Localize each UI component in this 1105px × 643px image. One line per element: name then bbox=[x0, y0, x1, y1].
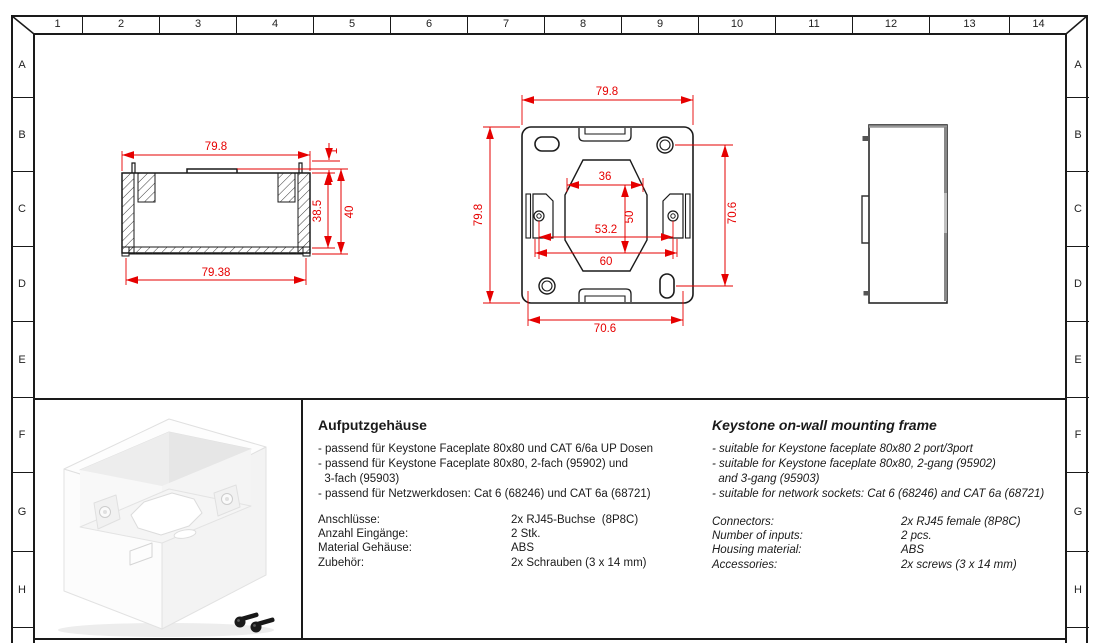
dim-front-bottom-holes: 70.6 bbox=[593, 323, 617, 335]
spec-label: Anzahl Eingänge: bbox=[318, 528, 409, 541]
grid-row-label: F bbox=[11, 398, 33, 473]
dim-side-inner-height: 38.5 bbox=[312, 199, 324, 223]
grid-column-label: 8 bbox=[545, 15, 622, 33]
dim-front-cutout-top: 36 bbox=[598, 171, 612, 183]
grid-column-label: 6 bbox=[391, 15, 468, 33]
grid-column-label: 14 bbox=[1032, 18, 1045, 30]
spec-label: Number of inputs: bbox=[712, 530, 803, 543]
spec-label: Zubehör: bbox=[318, 556, 365, 569]
grid-row-label: A bbox=[11, 33, 33, 98]
grid-column-label: 5 bbox=[314, 15, 391, 33]
mounting-frame-box bbox=[64, 419, 266, 629]
side-section-view bbox=[122, 163, 310, 256]
front-view-dimensions bbox=[483, 95, 733, 326]
side-profile-view bbox=[862, 125, 947, 303]
bullet-line: - suitable for Keystone faceplate 80x80, 2-gang (95902) bbox=[712, 458, 996, 470]
spec-row bbox=[712, 529, 1021, 543]
bullet-line: 3-fach (95903) bbox=[318, 473, 400, 485]
bullet-line: - passend für Keystone Faceplate 80x80 und CAT 6/6a UP Dosen bbox=[318, 443, 653, 455]
german-title: Aufputzgehäuse bbox=[318, 417, 427, 433]
english-bullet-list bbox=[712, 442, 1044, 502]
grid-row-label: H bbox=[11, 552, 33, 628]
spec-row bbox=[318, 527, 647, 541]
spec-row bbox=[712, 515, 1021, 529]
grid-column-label: 7 bbox=[468, 15, 545, 33]
dim-side-outer-height: 40 bbox=[344, 205, 356, 219]
spec-row bbox=[318, 513, 647, 527]
dim-front-top-width: 79.8 bbox=[595, 86, 619, 98]
dim-front-cutout-bottom: 60 bbox=[599, 256, 613, 268]
spec-value: ABS bbox=[511, 542, 535, 555]
grid-column-label: 11 bbox=[776, 15, 853, 33]
german-spec-table bbox=[318, 513, 647, 570]
grid-row-label: B bbox=[11, 98, 33, 172]
grid-row-label: G bbox=[1067, 473, 1089, 552]
front-view bbox=[522, 127, 693, 303]
grid-row-label: B bbox=[1067, 98, 1089, 172]
grid-row-label: C bbox=[1067, 172, 1089, 247]
spec-value: 2 Stk. bbox=[511, 528, 541, 541]
grid-column-label: 4 bbox=[237, 15, 314, 33]
spec-value: ABS bbox=[901, 544, 925, 557]
grid-row-label: C bbox=[11, 172, 33, 247]
spec-label: Material Gehäuse: bbox=[318, 542, 412, 555]
grid-row-label: G bbox=[11, 473, 33, 552]
dim-front-right-holes: 70.6 bbox=[727, 201, 739, 225]
spec-row bbox=[318, 541, 647, 555]
spec-row bbox=[712, 558, 1021, 572]
spec-value: 2x RJ45-Buchse (8P8C) bbox=[511, 514, 639, 526]
product-photo bbox=[34, 399, 301, 639]
grid-row-label: A bbox=[1067, 33, 1089, 98]
grid-column-label: 1 bbox=[33, 15, 83, 33]
bullet-line: - passend für Netzwerkdosen: Cat 6 (68246) und CAT 6a (68721) bbox=[318, 488, 651, 500]
english-spec-table bbox=[712, 515, 1021, 572]
spec-label: Housing material: bbox=[712, 544, 802, 557]
dim-front-screw-spacing: 53.2 bbox=[594, 224, 618, 236]
spec-label: Accessories: bbox=[712, 558, 778, 571]
grid-column-label: 13 bbox=[930, 15, 1010, 33]
german-bullet-list bbox=[318, 442, 653, 502]
bullet-line: - suitable for Keystone faceplate 80x80 2 port/3port bbox=[712, 443, 973, 455]
bullet-line: - passend für Keystone Faceplate 80x80, 2-fach (95902) und bbox=[318, 458, 629, 470]
bullet-line: and 3-gang (95903) bbox=[712, 473, 820, 485]
grid-row-label: H bbox=[1067, 552, 1089, 628]
bullet-line: - suitable for network sockets: Cat 6 (68246) and CAT 6a (68721) bbox=[712, 488, 1045, 500]
grid-row-label: D bbox=[11, 247, 33, 322]
grid-column-label: 3 bbox=[160, 15, 237, 33]
spec-label: Anschlüsse: bbox=[318, 514, 381, 526]
english-title: Keystone on-wall mounting frame bbox=[712, 417, 937, 433]
grid-row-label: E bbox=[11, 322, 33, 398]
grid-column-label: 12 bbox=[853, 15, 930, 33]
spec-label: Connectors: bbox=[712, 516, 775, 528]
grid-row-label: E bbox=[1067, 322, 1089, 398]
dim-front-left-height: 79.8 bbox=[473, 203, 485, 227]
spec-value: 2x Schrauben (3 x 14 mm) bbox=[511, 556, 647, 569]
dim-front-cutout-height: 50 bbox=[624, 210, 636, 224]
spec-row bbox=[712, 543, 1021, 557]
dim-side-top-width: 79.8 bbox=[204, 141, 228, 153]
info-box-divider bbox=[301, 398, 303, 640]
dim-side-tab-height: 1 bbox=[328, 147, 340, 155]
grid-column-label: 9 bbox=[622, 15, 699, 33]
grid-row-label: F bbox=[1067, 398, 1089, 473]
grid-column-label: 2 bbox=[83, 15, 160, 33]
technical-drawing bbox=[33, 33, 1067, 398]
spec-value: 2x screws (3 x 14 mm) bbox=[901, 558, 1017, 571]
grid-row-label: D bbox=[1067, 247, 1089, 322]
spec-row bbox=[318, 556, 647, 570]
grid-column-label: 10 bbox=[699, 15, 776, 33]
spec-value: 2 pcs. bbox=[901, 530, 932, 543]
dim-side-bottom-width: 79.38 bbox=[201, 267, 231, 279]
spec-value: 2x RJ45 female (8P8C) bbox=[901, 516, 1021, 528]
